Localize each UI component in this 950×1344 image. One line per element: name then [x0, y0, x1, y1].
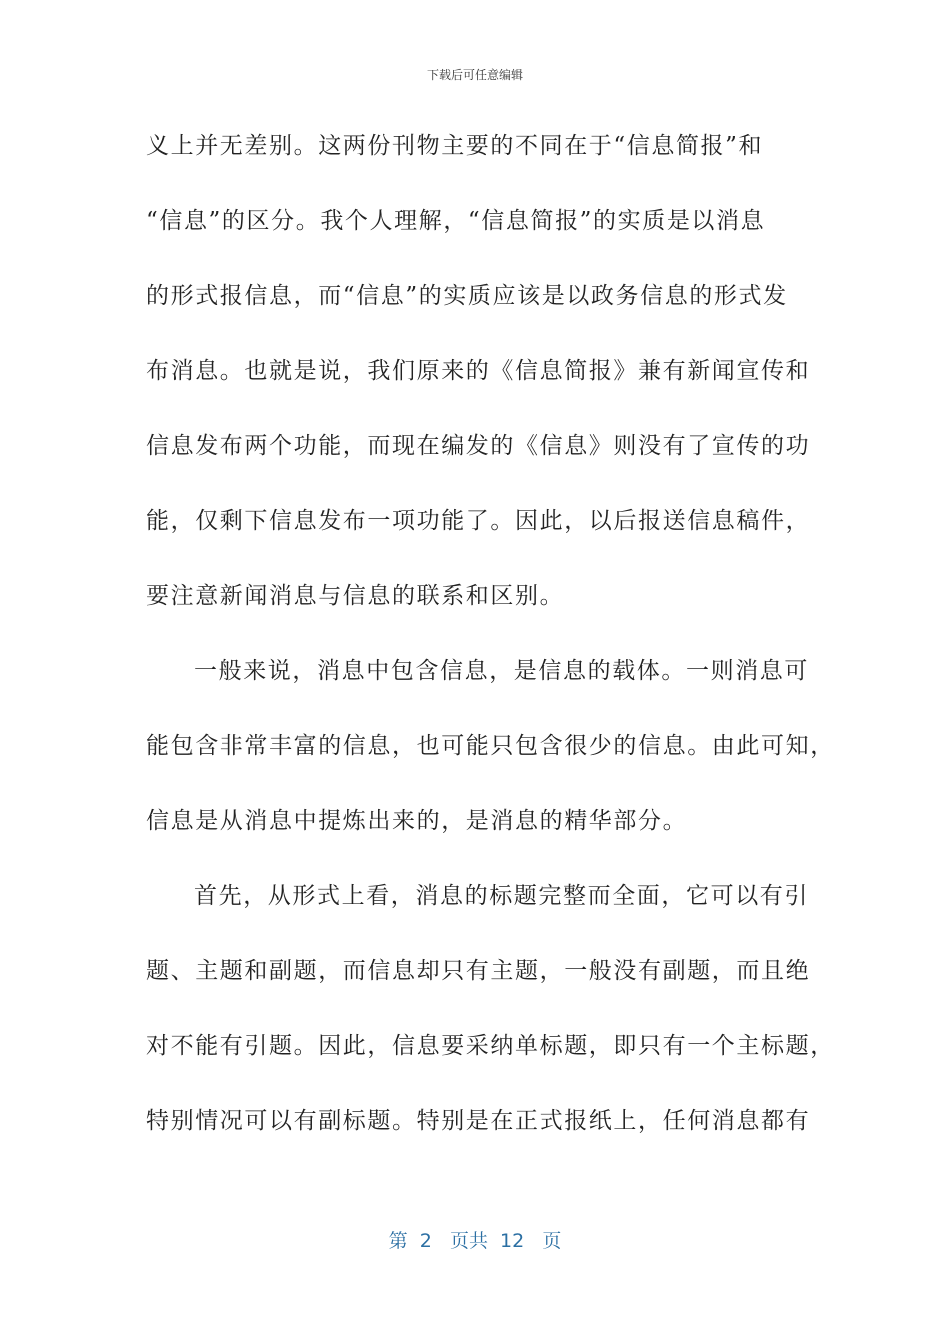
- text-line: 特别情况可以有副标题。特别是在正式报纸上，任何消息都有: [146, 1108, 811, 1134]
- text-line: 对不能有引题。因此，信息要采纳单标题，即只有一个主标题，: [146, 1033, 835, 1059]
- text-line: 题、主题和副题，而信息却只有主题，一般没有副题，而且绝: [146, 958, 811, 984]
- text-line: 能包含非常丰富的信息，也可能只包含很少的信息。由此可知，: [146, 733, 835, 759]
- paragraph-start-line: 一般来说，消息中包含信息，是信息的载体。一则消息可: [194, 658, 809, 684]
- page-header: 下载后可任意编辑: [426, 68, 523, 82]
- text-line: 要注意新闻消息与信息的联系和区别。: [146, 583, 565, 609]
- page-number-footer: 第 2 页共 12 页: [388, 1230, 562, 1252]
- text-line: “信息”的区分。我个人理解，“信息简报”的实质是以消息: [146, 208, 766, 234]
- text-line: 的形式报信息，而“信息”的实质应该是以政务信息的形式发: [146, 283, 788, 309]
- text-line: 信息发布两个功能，而现在编发的《信息》则没有了宣传的功: [146, 433, 811, 459]
- text-line: 信息是从消息中提炼出来的，是消息的精华部分。: [146, 808, 688, 834]
- document-body: [146, 128, 835, 1178]
- text-line: 布消息。也就是说，我们原来的《信息简报》兼有新闻宣传和: [146, 358, 811, 384]
- paragraph-start-line: 首先，从形式上看，消息的标题完整而全面，它可以有引: [194, 883, 809, 909]
- text-line: 能，仅剩下信息发布一项功能了。因此，以后报送信息稿件，: [146, 508, 811, 534]
- text-line: 义上并无差别。这两份刊物主要的不同在于“信息简报”和: [146, 133, 764, 159]
